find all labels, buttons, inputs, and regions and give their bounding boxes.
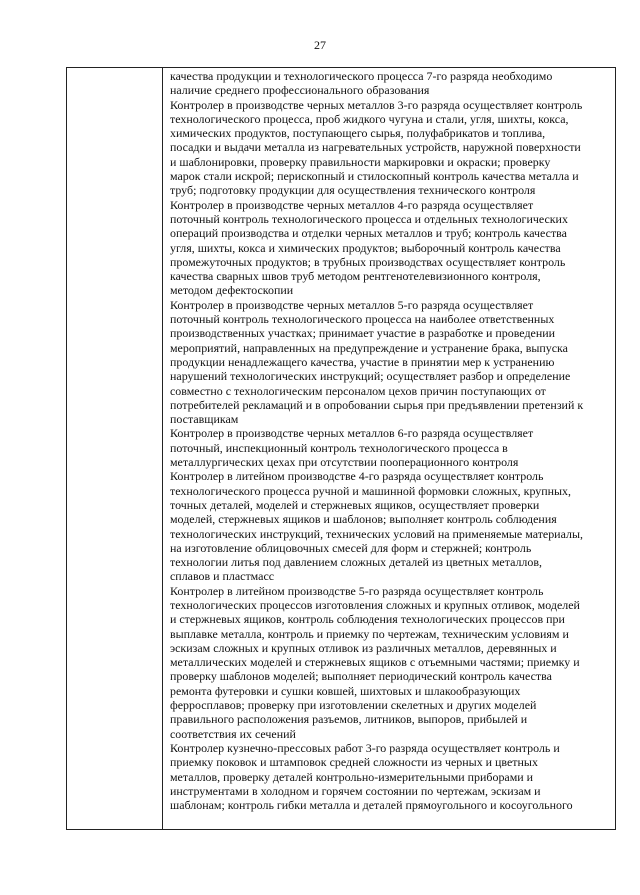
- text-line: операций производства и отделки черных металлов и труб; контроль качества: [170, 226, 567, 241]
- text-line: нарушений технологических инструкций; осуществляет разбор и определение: [170, 369, 571, 384]
- text-line: ферросплавов; проверку при изготовлении скелетных и других моделей: [170, 698, 537, 713]
- text-line: методом дефектоскопии: [170, 283, 294, 298]
- text-line: на изготовление облицовочных смесей для форм и стержней; контроль: [170, 540, 532, 555]
- text-line: проверку шаблонов моделей; выполняет периодический контроль качества: [170, 669, 552, 684]
- text-line: выплавке металла, контроль и приемку по чертежам, техническим условиям и: [170, 626, 569, 641]
- text-line: и шаблонировки, проверку правильности маркировки и окраски; проверку: [170, 154, 551, 169]
- text-line: шаблонам; контроль гибки металла и деталей прямоугольного и косоугольного: [170, 798, 573, 813]
- text-line: соответствия их сечений: [170, 726, 296, 741]
- text-line: Контролер в литейном производстве 5-го разряда осуществляет контроль: [170, 583, 544, 598]
- text-line: производственных участках; принимает участие в разработке и проведении: [170, 326, 556, 341]
- text-line: поставщикам: [170, 412, 239, 427]
- text-line: химических продуктов, поступающего сырья, полуфабрикатов и топлива,: [170, 126, 546, 141]
- text-line: марок стали искрой; перископный и стилоскопный контроль качества металла и: [170, 169, 579, 184]
- text-line: продукции ненадлежащего качества, участие в принятии мер к устранению: [170, 354, 555, 369]
- text-line: поточный контроль технологического процесса на наиболее ответственных: [170, 312, 555, 327]
- text-line: качества продукции и технологического процесса 7-го разряда необходимо: [170, 69, 553, 83]
- text-line: моделей, стержневых ящиков и шаблонов; выполняет контроль соблюдения: [170, 512, 557, 527]
- text-line: Контролер в литейном производстве 4-го разряда осуществляет контроль: [170, 469, 544, 484]
- text-line: металлов, проверку деталей контрольно-измерительными приборами и: [170, 769, 534, 784]
- text-line: Контролер в производстве черных металлов 3-го разряда осуществляет контроль: [170, 97, 583, 112]
- text-line: Контролер в производстве черных металлов 4-го разряда осуществляет: [170, 197, 534, 212]
- table-column-divider: [162, 67, 163, 829]
- text-line: посадки и выдачи металла из нагревательных устройств, наружной поверхности: [170, 140, 581, 155]
- text-line: потребителей рекламаций и в опробовании сырья при предъявлении претензий к: [170, 397, 584, 412]
- text-line: правильного расположения разъемов, литников, выпоров, прибылей и: [170, 712, 528, 727]
- table-bottom-border: [66, 829, 616, 830]
- text-line: приемку поковок и штамповок средней сложности из черных и цветных: [170, 755, 538, 770]
- text-line: эскизам сложных и крупных отливок из различных металлов, деревянных и: [170, 640, 557, 655]
- text-line: технологии литья под давлением сложных деталей из цветных металлов,: [170, 555, 543, 570]
- text-line: технологических инструкций, технических условий на применяемые материалы,: [170, 526, 583, 541]
- page-number: 27: [314, 38, 326, 52]
- text-line: инструментами в холодном и горячем состоянии по чертежам, эскизам и: [170, 783, 541, 798]
- text-line: поточный контроль технологического процесса и отдельных технологических: [170, 211, 568, 226]
- text-line: угля, шихты, кокса и химических продуктов; выборочный контроль качества: [170, 240, 561, 255]
- text-line: совместно с технологическим персоналом цехов причин поступающих от: [170, 383, 546, 398]
- text-line: Контролер кузнечно-прессовых работ 3-го разряда осуществляет контроль и: [170, 740, 560, 755]
- document-text-column: [170, 69, 616, 812]
- text-line: технологического процесса ручной и машинной формовки сложных, крупных,: [170, 483, 572, 498]
- text-line: Контролер в производстве черных металлов 5-го разряда осуществляет: [170, 297, 534, 312]
- text-line: мероприятий, направленных на предупреждение и устранение брака, выпуска: [170, 340, 568, 355]
- text-line: и стержневых ящиков, контроль соблюдения технологических процессов при: [170, 612, 565, 627]
- text-line: качества сварных швов труб методом рентгенотелевизионного контроля,: [170, 269, 541, 284]
- text-line: технологических процессов изготовления сложных и крупных отливок, моделей: [170, 597, 580, 612]
- text-line: сплавов и пластмасс: [170, 569, 275, 584]
- text-line: промежуточных продуктов; в трубных производствах осуществляет контроль: [170, 254, 566, 269]
- text-line: ремонта футеровки и сушки ковшей, шихтовых и шлакообразующих: [170, 683, 521, 698]
- text-line: технологического процесса, проб жидкого чугуна и стали, угля, шихты, кокса,: [170, 111, 569, 126]
- text-line: металлических моделей и стержневых ящиков с отъемными частями; приемку и: [170, 655, 580, 670]
- text-line: точных деталей, моделей и стержневых ящиков, осуществляет проверки: [170, 497, 540, 512]
- text-line: Контролер в производстве черных металлов 6-го разряда осуществляет: [170, 426, 534, 441]
- text-line: поточный, инспекционный контроль технологического процесса в: [170, 440, 508, 455]
- table-top-border: [66, 67, 616, 68]
- text-line: наличие среднего профессионального образования: [170, 83, 430, 98]
- text-line: труб; подготовку продукции для осуществления технического контроля: [170, 183, 536, 198]
- text-line: металлургических цехах при отсутствии пооперационного контроля: [170, 455, 519, 470]
- table-left-border: [66, 67, 67, 829]
